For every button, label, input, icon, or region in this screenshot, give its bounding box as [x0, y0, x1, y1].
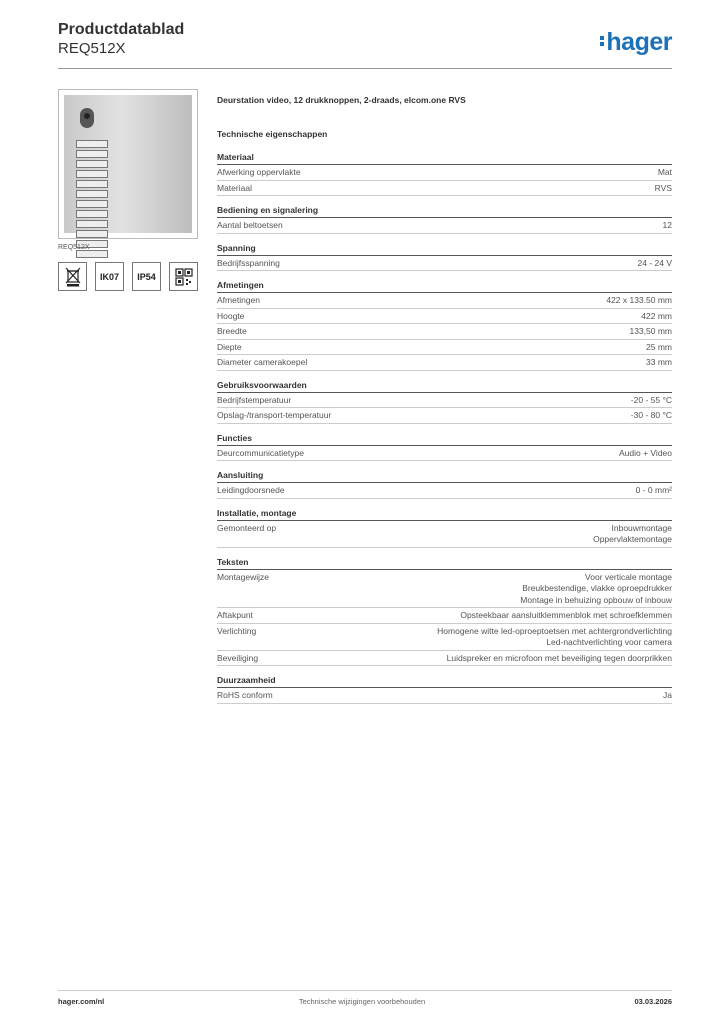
property-value [663, 220, 672, 232]
property-label: Gemonteerd op [217, 522, 277, 533]
property-label: Bedrijfsspanning [217, 257, 280, 268]
property-value [646, 357, 672, 369]
property-row [217, 218, 672, 234]
section-title: Teksten [217, 557, 672, 570]
property-label: Leidingdoorsnede [217, 485, 285, 495]
property-value-line: 422 mm [641, 310, 672, 321]
property-value-line: 0 - 0 mm² [635, 485, 672, 495]
property-row [217, 408, 672, 424]
property-value [460, 610, 672, 622]
property-label: Deurcommunicatietype [217, 447, 304, 458]
section-title: Afmetingen [217, 280, 672, 293]
property-value [447, 653, 672, 665]
footer-website: hager.com/nl [58, 997, 105, 1006]
product-image [58, 89, 198, 239]
certification-icons [58, 262, 198, 291]
ip-rating-badge: IP54 [132, 262, 161, 291]
property-value-line: Breukbestendige, vlakke oproepdrukker [522, 583, 672, 593]
footer-date: 03.03.2026 [634, 997, 672, 1006]
property-value [636, 485, 672, 497]
property-value-line: Oppervlaktemontage [593, 534, 672, 544]
property-label: Aantal beltoetsen [217, 220, 283, 230]
property-label: Breedte [217, 326, 247, 336]
property-value-line: Audio + Video [618, 447, 672, 458]
property-value-line: Homogene witte led-oproeptoetsen met achtergrondverlichting [437, 625, 672, 636]
property-label: Beveiliging [217, 652, 259, 663]
section-title: Installatie, montage [217, 508, 672, 521]
property-value [606, 295, 672, 307]
property-value-line: Mat [657, 167, 672, 177]
property-value-line: 133,50 mm [629, 326, 672, 336]
property-value-line: Opsteekbaar aansluitklemmenblok met schroefklemmen [460, 610, 672, 620]
section-title: Spanning [217, 243, 672, 256]
property-value [593, 523, 672, 546]
property-label: Hoogte [217, 310, 245, 321]
property-value-line: Montage in behuizing opbouw of inbouw [520, 594, 672, 605]
property-value [631, 395, 672, 407]
property-label: Afwerking oppervlakte [217, 167, 301, 177]
property-row [217, 165, 672, 181]
property-label: Montagewijze [217, 571, 269, 582]
property-label: RoHS conform [217, 690, 273, 700]
properties-title: Technische eigenschappen [217, 129, 328, 139]
logo-text: hager [606, 28, 672, 56]
property-row [217, 293, 672, 309]
property-row [217, 324, 672, 340]
property-label: Opslag-/transport-temperatuur [217, 410, 332, 420]
property-label: Diameter camerakoepel [217, 357, 308, 367]
property-value [629, 326, 672, 338]
property-value [646, 342, 672, 354]
property-value-line: -20 - 55 °C [630, 394, 672, 405]
property-value [638, 258, 673, 270]
property-label: Bedrijfstemperatuur [217, 394, 292, 405]
property-value-line: 33 mm [646, 357, 672, 367]
property-row [217, 181, 672, 197]
property-value-line: Voor verticale montage [585, 571, 672, 582]
property-value-line: 422 x 133.50 mm [606, 295, 672, 305]
property-row [217, 340, 672, 356]
section-title: Bediening en signalering [217, 205, 672, 218]
property-value-line: Led-nachtverlichting voor camera [546, 637, 672, 647]
footer-divider [58, 990, 672, 991]
property-row [217, 446, 672, 462]
button-column [76, 140, 108, 260]
property-value [641, 311, 672, 323]
property-row [217, 393, 672, 409]
property-row [217, 521, 672, 548]
section-title: Aansluiting [217, 470, 672, 483]
property-sections [217, 152, 672, 704]
property-row [217, 483, 672, 499]
section-title: Functies [217, 433, 672, 446]
property-row [217, 688, 672, 704]
property-value-line: 12 [662, 220, 672, 230]
property-row [217, 624, 672, 651]
property-label: Afmetingen [217, 295, 260, 305]
camera-icon [80, 108, 94, 128]
property-label: Verlichting [217, 625, 257, 636]
product-content [217, 95, 672, 704]
section-title: Materiaal [217, 152, 672, 165]
image-caption: REQ512X [58, 244, 90, 251]
hager-logo [600, 28, 672, 57]
property-value [658, 167, 672, 179]
property-row [217, 355, 672, 371]
property-value [619, 448, 672, 460]
property-value [437, 626, 672, 649]
property-value [663, 690, 672, 702]
property-value-line: 24 - 24 V [637, 257, 672, 268]
property-row [217, 651, 672, 667]
door-station-panel [64, 95, 192, 233]
footer-disclaimer: Technische wijzigingen voorbehouden [298, 997, 426, 1006]
property-value [655, 183, 672, 195]
property-value-line: -30 - 80 °C [630, 410, 672, 420]
property-row [217, 570, 672, 609]
header-divider [58, 68, 672, 69]
section-title: Duurzaamheid [217, 675, 672, 688]
property-value [631, 410, 672, 422]
product-reference: REQ512X [58, 40, 126, 57]
product-description: Deurstation video, 12 drukknoppen, 2-draads, elcom.one RVS [217, 95, 466, 105]
property-value-line: Inbouwmontage [611, 522, 672, 533]
property-value [520, 572, 672, 607]
property-value-line: 25 mm [646, 341, 672, 352]
property-row [217, 256, 672, 272]
page-title: Productdatablad [58, 21, 185, 38]
property-value-line: Luidspreker en microfoon met beveiliging tegen doorprikken [446, 652, 672, 663]
property-label: Diepte [217, 341, 242, 352]
weee-icon [58, 262, 87, 291]
property-value-line: RVS [654, 182, 672, 193]
section-title: Gebruiksvoorwaarden [217, 380, 672, 393]
property-row [217, 309, 672, 325]
property-label: Aftakpunt [217, 610, 253, 620]
property-value-line: Ja [663, 690, 672, 700]
property-label: Materiaal [217, 182, 252, 193]
ik-rating-badge: IK07 [95, 262, 124, 291]
property-row [217, 608, 672, 624]
qr-info-icon [169, 262, 198, 291]
